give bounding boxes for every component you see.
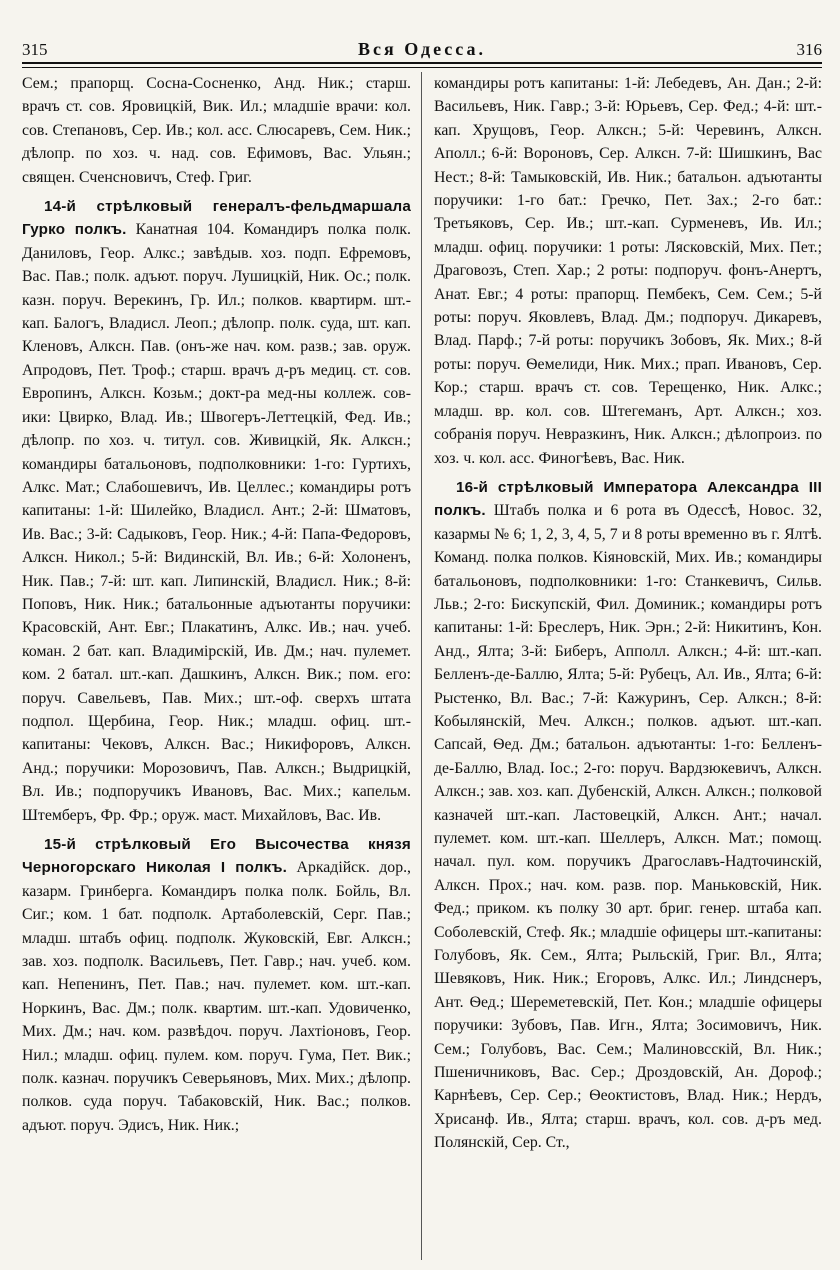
right-column: [422, 72, 822, 1260]
regiment-16-heading: 16-й стрѣлковый Императора Александра III полкъ.: [434, 478, 822, 520]
left-column: [22, 72, 422, 1260]
regiment-14-text: Канатная 104. Командиръ полка полк. Даниловъ, Геор. Алкс.; завѣдыв. хоз. подп. Ефремовъ, Вас. Пав.; полк. адъют. поруч. Лушицкій, Ник. Ос.; полк. казн. поруч. Верекинъ, Гр. Ил.; полков. квартирм. шт.-кап. Балогъ, Владисл. Леоп.; дѣлопр. полк. суда, шт. кап. Кленовъ, Алкcн. Пав. (онъ-же нач. ком. разв.; зав. оруж. Апродовъ, Пет. Троф.; старш. врачъ д-ръ медиц. ст. сов. Европинъ, Алксн. Козьм.; докт-ра мед-ны коллеж. сов-ики: Цвирко, Влад. Ив.; Швогеръ-Леттецкій, Фед. Ив.; дѣлопр. по хоз. ч. титул. сов. Живицкій, Як. Алксн.; командиры батальоновъ, подполковники: 1-го: Гуртихъ, Алкс. Мат.; Слабошевичъ, Ив. Целлес.; командиры ротъ капитаны: 1-й: Шилейко, Владисл. Ант.; 2-й: Шматовъ, Ив. Вас.; 3-й: Садыковъ, Геор. Ник.; 4-й: Папа-Федоровъ, Алксн. Никол.; 5-й: Видинскій, Вл. Ив.; 6-й: Холоненъ, Ник. Пав.; 7-й: шт. кап. Липинскій, Владисл. Ник.; 8-й: Поповъ, Ник. Ник.; батальонные адъютанты поручики: Красовскій, Ант. Евг.; Плакатинъ, Алкс. Ив.; нач. учеб. коман. 2 бат. кап. Владимірскій, Ив. Дм.; нач. пулемет. ком. 2 батал. шт.-кап. Дашкинъ, Алксн. Вик.; пом. его: поруч. Савельевъ, Пав. Мих.; шт.-оф. сверхъ штата подпол. Щербина, Геор. Ник.; младш. офиц. шт.-капитаны: Чековъ, Алксн. Вас.; Никифоровъ, Алксн. Анд.; поручики: Морозовичъ, Пав. Алксн.; Выдрицкій, Вл. Ив.; подпоручикъ Ивановъ, Вас. Мих.; капельм. Штемберъ, Фр. Фр.; оруж. маст. Михайловъ, Вас. Ив.: [22, 221, 412, 824]
left-paragraph-continued: Сем.; прапорщ. Сосна-Сосненко, Анд. Ник.; старш. врачъ ст. сов. Яровицкій, Вик. Ил.; младшіе врачи: кол. сов. Степановъ, Сер. Ив.; кол. асс. Слюсаревъ, Сем. Ник.; дѣлопр. по хоз. ч. над. сов. Ефимовъ, Вас. Ульян.; священ. Сченсновичъ, Стеф. Григ.: [22, 75, 411, 186]
regiment-15-entry: [22, 833, 411, 1137]
page-number-right: 316: [796, 40, 822, 59]
page-header: [22, 26, 822, 60]
regiment-15-text: Аркадійск. дор., казарм. Гринберга. Командиръ полка полк. Бойль, Вл. Сиг.; ком. 1 бат. подполк. Артаболевскій, Серг. Пав.; младш. штабъ офиц. подполк. Жуковскій, Евг. Алксн.; зав. хоз. подполк. Васильевъ, Пет. Гавр.; нач. учеб. ком. кап. Непенинъ, Пет. Пав.; нач. пулемет. ком. шт.-кап. Норкинъ, Вас. Дм.; полк. квартим. шт.-кап. Удовиченко, Мих. Дм.; нач. ком. развѣдоч. поруч. Лахтіоновъ, Геор. Нил.; младш. офиц. пулем. ком. поруч. Гума, Пет. Вик.; полк. казнач. поручикъ Северьяновъ, Мих. Мих.; дѣлопр. полков. суда поруч. Табаковскій, Ник. Вас.; полков. адъют. поруч. Эдисъ, Ник. Ник.;: [22, 859, 412, 1134]
regiment-14-entry: [22, 195, 411, 827]
running-title: Вся Одесса.: [357, 39, 486, 59]
regiment-14-heading: 14-й стрѣлковый генералъ-фельдмаршала Гурко полкъ.: [22, 198, 411, 239]
page-number-left: 315: [22, 40, 48, 59]
header-rule: [22, 62, 822, 68]
regiment-15-heading: 15-й стрѣлковый Его Высочества князя Черногорскаго Николая I полкъ.: [22, 836, 411, 877]
regiment-16-text: Штабъ полка и 6 рота въ Одессѣ, Новос. 32, казармы № 6; 1, 2, 3, 4, 5, 7 и 8 роты временно въ г. Ялтѣ. Команд. полка полков. Кіяновскій, Мих. Ив.; командиры батальоновъ, подполковники: 1-го: Станкевичъ, Сильв. Льв.; 2-го: Бискупскій, Фил. Доминик.; командиры ротъ капитаны: 1-й: Бреслеръ, Ник. Эрн.; 2-й: Никитинъ, Кон. Анд., Ялта; 3-й: Биберъ, Апполл. Алксн.; 4-й: шт.-кап. Белленъ-де-Баллю, Ялта; 5-й: Рубецъ, Ал. Ив., Ялта; 6-й: Рыстенко, Вл. Вас.; 7-й: Кажуринъ, Сер. Алксн.; 8-й: Кобылянскій, Меч. Алксн.; полков. адъют. шт.-кап. Сапсай, Ѳед. Дм.; батальон. адъютанты: 1-го: Белленъ-де-Баллю, Влад. Іос.; 2-го: поруч. Вардзюкевичъ, Алксн. Алксн.; зав. хоз. кап. Дубенскій, Алксн. Алксн.; полковой казначей шт.-кап. Ластовецкій, Алксн. Ант.; начал. пулемет. ком. шт.-кап. Шеллеръ, Алксн. Мат.; помощ. начал. пул. ком. поручикъ Драгославъ-Надточинскій, Алксн. Прох.; нач. ком. разв. пор. Маньковскій, Ник. Фед.; приком. къ полку 30 арт. бриг. генер. штаба кап. Соболевскій, Стеф. Як.; младшіе офицеры шт.-капитаны: Голубовъ, Як. Сем., Ялта; Рыльскій, Григ. Вл., Ялта; Шевяковъ, Ник. Ник.; Егоровъ, Алкс. Ил.; Линдснеръ, Ант. Ѳед.; Шереметевскій, Пет. Кон.; младшіе офицеры поручики: Зубовъ, Пав. Игн., Ялта; Зосимовичъ, Ник. Сем.; Голубовъ, Вас. Сем.; Малиновсскій, Вл. Ник.; Пшеничниковъ, Вас. Сер.; Дроздовскій, Ан. Дороф.; Карнѣевъ, Сер. Сер.; Ѳеоктистовъ, Влад. Ник.; Нердъ, Хрисанф. Ив., Ялта; старш. врачъ, кол. сов. д-ръ мед. Полянскій, Сер. Ст.,: [434, 502, 822, 1152]
regiment-16-entry: [434, 476, 822, 1155]
right-paragraph-continued: командиры ротъ капитаны: 1-й: Лебедевъ, Ан. Дан.; 2-й: Васильевъ, Ник. Гавр.; 3-й: Юрьевъ, Сер. Фед.; 4-й: шт.-кап. Хрущовъ, Геор. Алксн.; 5-й: Черевинъ, Алксн. Аполл.; 6-й: Вороновъ, Сер. Алксн. 7-й: Шишкинъ, Вас Нест.; 8-й: Тамыковскій, Ив. Ник.; батальон. адъютанты поручики: 1-го бат.: Гречко, Пет. Зах.; 2-го бат.: Третьяковъ, Сер. Ив.; шт.-кап. Сурменевъ, Ив. Ил.; младш. офиц. поручики: 1 роты: Лясковскій, Мих. Пет.; Драговозъ, Степ. Хар.; 2 роты: подпоруч. фонъ-Анертъ, Анат. Евг.; 4 роты: прапорщ. Пембекъ, Сем. Сем.; 5-й роты: поруч. Яковлевъ, Влад. Дм.; подпоруч. Дикаревъ, Влад. Парф.; 7-й роты: поручикъ Зобовъ, Як. Мих.; 8-й роты: поруч. Ѳемелиди, Ник. Мих.; прап. Ивановъ, Сер. Кор.; старш. врачъ ст. сов. Терещенко, Ник. Алкс.; младш. вр. кол. сов. Штегеманъ, Арт. Алксн.; хоз. собранія поруч. Невразкинъ, Ник. Алксн.; дѣлопроиз. по хоз. ч. кол. асс. Финогѣевъ, Вас. Ник.: [434, 75, 822, 467]
text-columns: [22, 72, 822, 1260]
